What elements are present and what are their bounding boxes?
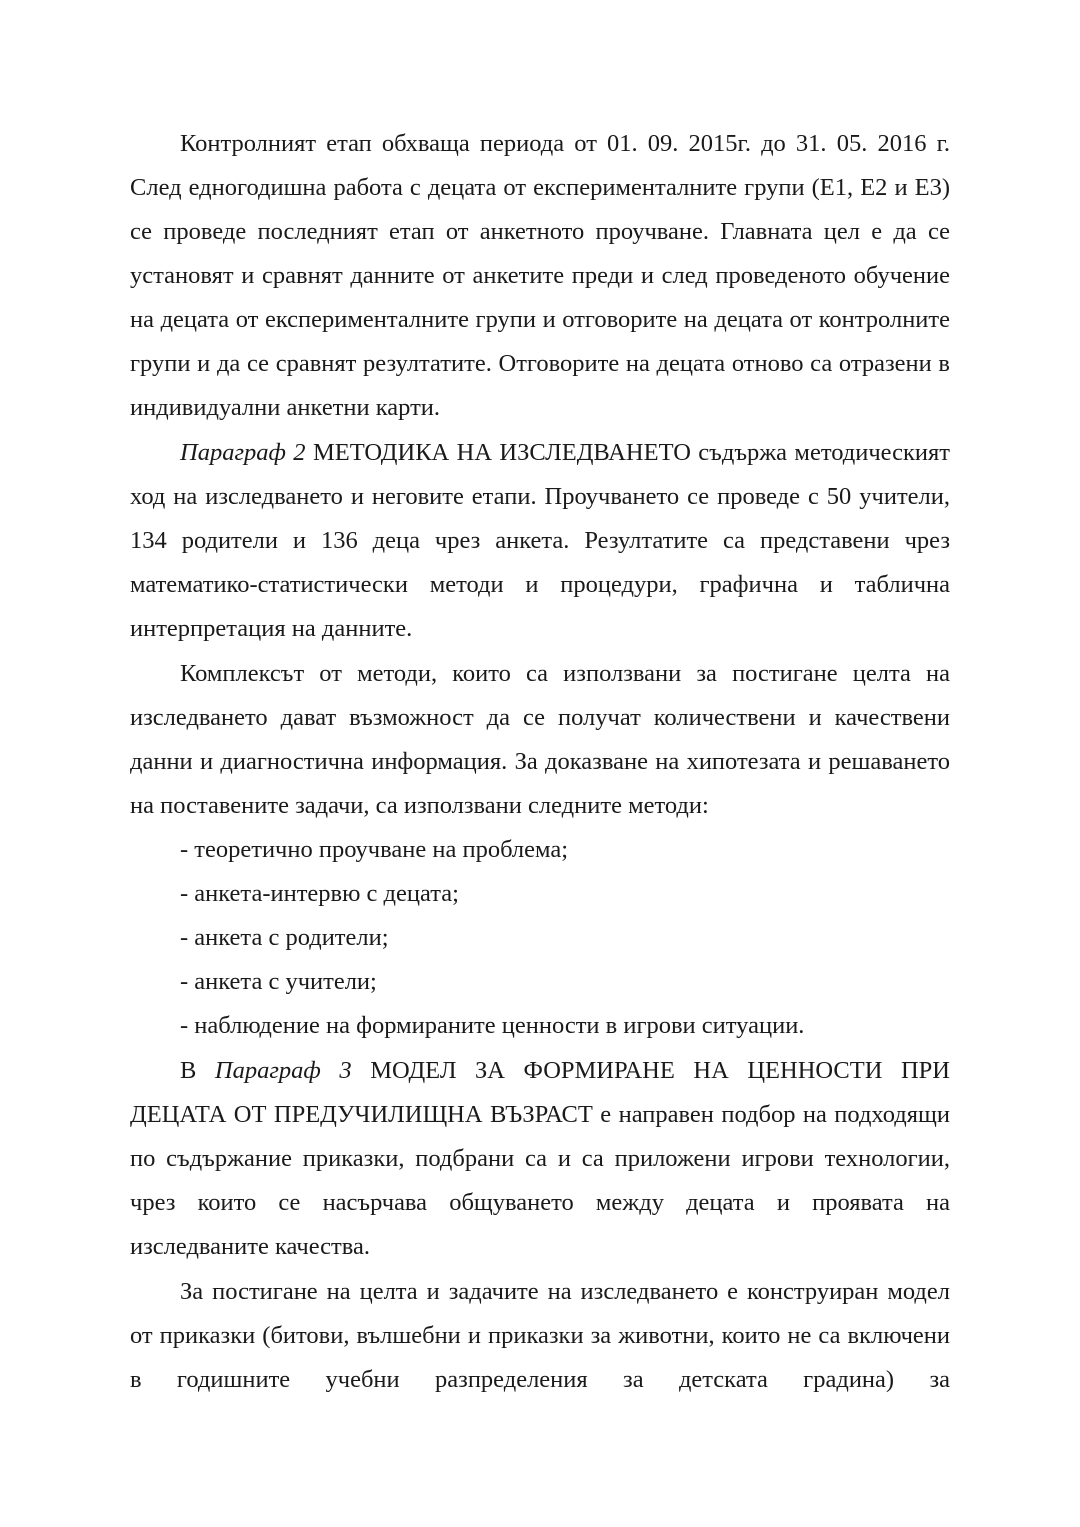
document-page xyxy=(130,122,950,1402)
paragraph-methods-complex: Комплексът от методи, които са използвани за постигане целта на изследването дават възможност да се получат количествени и качествени данни и диагностична информация. За доказване на хипотезата и решаването на поставените задачи, са използвани следните методи: xyxy=(130,660,950,819)
paragraph-model-prefix: В xyxy=(180,1057,215,1084)
list-item: - анкета-интервю с децата; xyxy=(180,880,459,907)
list-item: - анкета с учители; xyxy=(180,968,377,995)
paragraph-control-stage: Контролният етап обхваща периода от 01. 09. 2015г. до 31. 05. 2016 г. След едногодишна работа с децата от експерименталните групи (Е1, Е2 и Е3) се проведе последният етап от анкетното проучване. Главната цел е да се установят и сравнят данните от анкетите преди и след проведеното обучение на децата от експерименталните групи и отговорите на децата от контролните групи и да се сравнят резултатите. Отговорите на децата отново са отразени в индивидуални анкетни карти. xyxy=(130,130,950,421)
paragraph-model-text: МОДЕЛ ЗА ФОРМИРАНЕ НА ЦЕННОСТИ ПРИ ДЕЦАТА ОТ ПРЕДУЧИЛИЩНА ВЪЗРАСТ е направен подбор на подходящи по съдържание приказки, подбрани са и са приложени игрови технологии, чрез които се насърчава общуването между децата и проявата на изследваните качества. xyxy=(130,1057,950,1260)
list-item: - теоретично проучване на проблема; xyxy=(180,836,569,863)
paragraph-3-ref: Параграф 3 xyxy=(214,1057,352,1084)
paragraph-methodology xyxy=(130,431,950,651)
paragraph-methodology-text: МЕТОДИКА НА ИЗСЛЕДВАНЕТО съдържа методическият ход на изследването и неговите етапи. Проучването се проведе с 50 учители, 134 родители и 136 деца чрез анкета. Резултатите са представени чрез математико-статистически методи и процедури, графична и таблична интерпретация на данните. xyxy=(130,439,950,642)
list-item: - наблюдение на формираните ценности в игрови ситуации. xyxy=(180,1012,805,1039)
paragraph-fairy-tales-model: За постигане на целта и задачите на изследването е конструиран модел от приказки (битови, вълшебни и приказки за животни, които не са включени в годишните учебни разпределения за детската градина) за xyxy=(130,1278,950,1393)
paragraph-model xyxy=(130,1049,950,1269)
methods-list xyxy=(130,828,950,1048)
list-item: - анкета с родители; xyxy=(180,924,389,951)
paragraph-2-ref: Параграф 2 xyxy=(180,439,306,466)
